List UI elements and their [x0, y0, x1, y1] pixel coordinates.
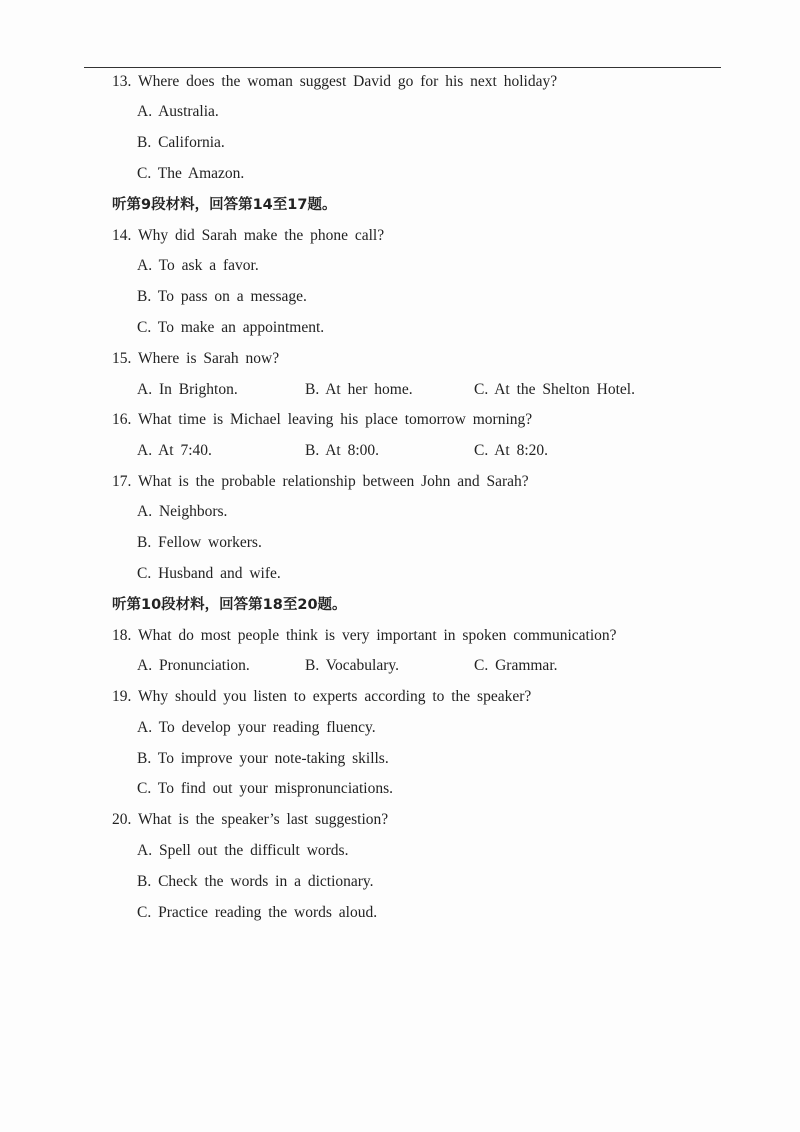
question-20-option-c: C. Practice reading the words aloud. [137, 904, 378, 921]
question-20-option-b: B. Check the words in a dictionary. [137, 873, 374, 890]
question-16-option-a: A. At 7:40. [137, 442, 212, 459]
question-16-option-c: C. At 8:20. [474, 442, 549, 459]
question-16-stem: 16. What time is Michael leaving his place tomorrow morning? [112, 411, 533, 428]
question-17-option-b: B. Fellow workers. [137, 534, 262, 551]
question-17-stem: 17. What is the probable relationship between John and Sarah? [112, 473, 529, 490]
question-19-option-c: C. To find out your mispronunciations. [137, 780, 394, 797]
question-15-option-b: B. At her home. [305, 381, 413, 398]
question-16-option-b: B. At 8:00. [305, 442, 380, 459]
header-rule [84, 67, 721, 68]
question-15-stem: 15. Where is Sarah now? [112, 350, 280, 367]
question-17-option-a: A. Neighbors. [137, 503, 228, 520]
question-18-option-c: C. Grammar. [474, 657, 558, 674]
question-19-option-a: A. To develop your reading fluency. [137, 719, 376, 736]
question-13-stem: 13. Where does the woman suggest David go for his next holiday? [112, 73, 558, 90]
question-14-option-c: C. To make an appointment. [137, 319, 325, 336]
question-14-option-b: B. To pass on a message. [137, 288, 307, 305]
section-heading-10: 听第10段材料，回答第18至20题。 [112, 597, 347, 613]
question-14-option-a: A. To ask a favor. [137, 257, 259, 274]
question-20-option-a: A. Spell out the difficult words. [137, 842, 349, 859]
question-18-stem: 18. What do most people think is very important in spoken communication? [112, 627, 617, 644]
question-15-option-c: C. At the Shelton Hotel. [474, 381, 635, 398]
question-13-option-c: C. The Amazon. [137, 165, 245, 182]
question-18-option-a: A. Pronunciation. [137, 657, 250, 674]
question-19-stem: 19. Why should you listen to experts according to the speaker? [112, 688, 532, 705]
question-13-option-a: A. Australia. [137, 103, 219, 120]
question-13-option-b: B. California. [137, 134, 225, 151]
section-heading-9: 听第9段材料，回答第14至17题。 [112, 197, 337, 213]
question-14-stem: 14. Why did Sarah make the phone call? [112, 227, 385, 244]
question-20-stem: 20. What is the speaker’s last suggestion? [112, 811, 389, 828]
question-18-option-b: B. Vocabulary. [305, 657, 399, 674]
question-17-option-c: C. Husband and wife. [137, 565, 281, 582]
question-19-option-b: B. To improve your note-taking skills. [137, 750, 389, 767]
question-15-option-a: A. In Brighton. [137, 381, 238, 398]
